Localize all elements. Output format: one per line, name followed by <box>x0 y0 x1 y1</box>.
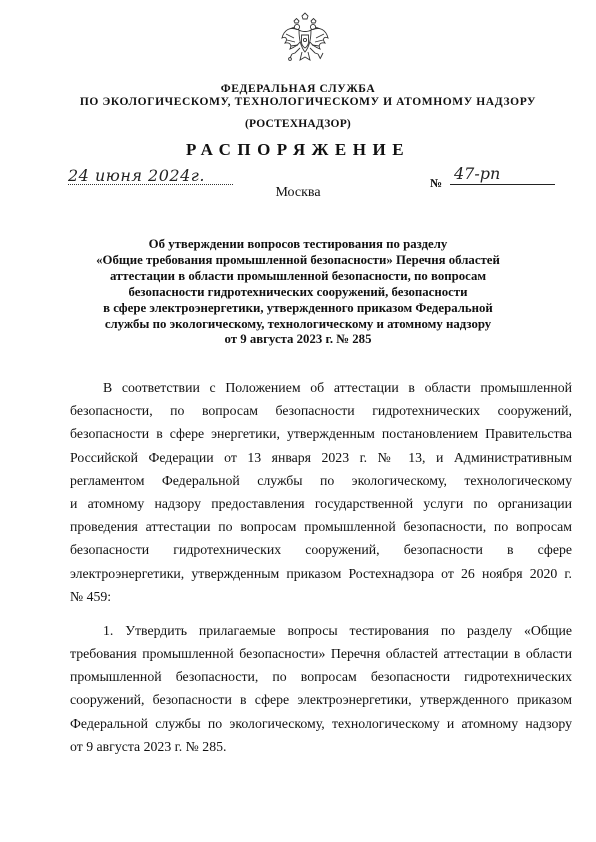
body-line: проведения аттестации по вопросам промышленной безопасности, по вопросам <box>70 519 572 535</box>
body-line: требования промышленной безопасности» Перечня областей аттестации в области <box>70 646 572 662</box>
title-line: «Общие требования промышленной безопасности» Перечня областей <box>96 252 500 267</box>
body-line: безопасности, по вопросам безопасности гидротехнических сооружений, <box>70 403 572 419</box>
body-line: 1. Утвердить прилагаемые вопросы тестирования по разделу «Общие <box>103 622 572 638</box>
body-line: В соответствии с Положением об аттестации в области промышленной <box>103 380 572 395</box>
body-line: промышленной безопасности, по вопросам безопасности гидротехнических <box>70 669 572 685</box>
body-line: регламентом Федеральной службы по экологическому, технологическому <box>70 472 572 488</box>
title-line: в сфере электроэнергетики, утвержденного приказом Федеральной <box>103 300 493 315</box>
org-name-line-1: ФЕДЕРАЛЬНАЯ СЛУЖБА <box>220 83 376 95</box>
body-line: и атомному надзору предоставления государственной услуги по организации <box>70 495 572 511</box>
handwritten-date: 24 июня 2024г. <box>68 166 205 185</box>
document-city: Москва <box>275 185 321 200</box>
body-line: от 9 августа 2023 г. № 285. <box>70 738 227 754</box>
title-line: Об утверждении вопросов тестирования по разделу <box>148 237 448 251</box>
body-line: № 459: <box>70 588 112 604</box>
body-line: Федеральной службы по экологическому, технологическому и атомному надзору <box>70 715 572 731</box>
body-line: Российской Федерации от 13 января 2023 г. № 13, и Административным <box>70 449 572 465</box>
org-name-line-2: ПО ЭКОЛОГИЧЕСКОМУ, ТЕХНОЛОГИЧЕСКОМУ И АТОМНОМУ НАДЗОРУ <box>79 96 537 108</box>
title-line: безопасности гидротехнических сооружений, безопасности <box>128 284 468 299</box>
document-body <box>70 376 572 758</box>
body-line: электроэнергетики, утвержденным приказом Ростехнадзора от 26 ноября 2020 г. <box>70 565 572 581</box>
handwritten-number: 47-рп <box>454 164 501 183</box>
document-type-heading: РАСПОРЯЖЕНИЕ <box>185 140 411 159</box>
number-label: № <box>430 176 443 190</box>
state-emblem-icon <box>280 12 330 68</box>
title-line: от 9 августа 2023 г. № 285 <box>224 332 372 347</box>
body-line: сооружений, безопасности в сфере электроэнергетики, утвержденного приказом <box>70 692 572 708</box>
body-line: безопасности гидротехнических сооружений, безопасности в сфере <box>70 542 572 558</box>
title-line: службы по экологическому, технологическому и атомному надзору <box>104 316 492 331</box>
org-short-name: (РОСТЕХНАДЗОР) <box>245 118 351 130</box>
paragraph-gap <box>70 608 572 619</box>
body-paragraph-item-1 <box>70 619 572 758</box>
document-title <box>40 237 556 348</box>
body-paragraph-preamble <box>70 376 572 608</box>
title-line: аттестации в области промышленной безопасности, по вопросам <box>109 268 487 283</box>
body-line: безопасности в сфере энергетики, утвержденным постановлением Правительства <box>70 426 572 442</box>
